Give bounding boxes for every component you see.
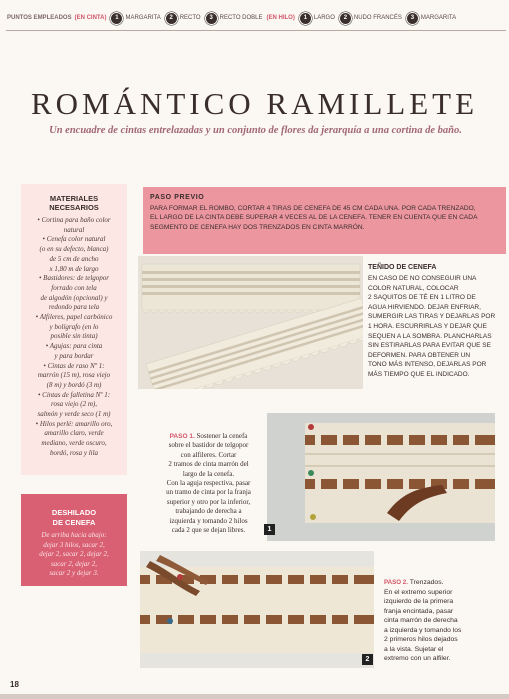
materials-line: • Cenefa color natural [42,235,106,244]
paso1-badge: 1 [264,524,275,535]
stitch-number-icon: 3 [205,12,218,25]
tenido-line: SIN ESTIRARLAS PARA EVITAR QUE SE [368,342,491,350]
paso-previo-line: SEGMENTO DE CENEFA HAY DOS TRENZADOS EN CINTA MARRÓN. [150,223,365,231]
deshilado-line: sacar 2 y dejar 3. [49,569,99,577]
materials-line: • Alfileres, papel carbónico [35,313,113,322]
deshilado-box [21,494,127,586]
paso-previo-text [150,204,498,232]
materials-line: natural [63,225,85,234]
deshilado-line: dejar 3 hilos, sacar 2, [43,540,105,549]
legend-divider [6,30,506,31]
materials-line: marrón (15 m), rosa viejo [37,371,111,380]
paso2-line: a izquierda y tomando los [384,626,462,634]
paso1-text [151,432,266,535]
paso2-line: a la vista. Sujetar el [384,645,444,653]
paso2-badge: 2 [362,654,373,665]
paso2-photo [140,551,374,668]
deshilado-heading-line: DESHILADO [51,508,97,517]
materials-line: y para bordar [54,351,94,360]
legend-title: PUNTOS EMPLEADOS [7,15,72,21]
materials-line: • Cortina para baño color [37,216,111,224]
tenido-line: 2 SAQUITOS DE TÉ EN 1 LITRO DE [368,294,476,302]
paso2-line: extremo con un alfiler. [384,655,451,662]
paso1-label: PASO 1. [169,433,195,440]
materials-line: rosa viejo (2 m), [50,400,97,409]
legend-item-label: RECTO DOBLE [219,15,263,21]
paso1-line: superior y otro por la inferior, [166,497,251,506]
deshilado-line: sacar 2, dejar 2, [50,559,98,568]
materials-line: de 5 cm de ancho [49,254,99,263]
legend-en-hilo: (EN HILO) [266,15,295,21]
tenido-line: MÁS TIEMPO QUE EL INDICADO. [368,370,470,378]
tenido-heading: TEÑIDO DE CENEFA [368,264,437,271]
paso2-line: cinta marrón de derecha [384,617,458,624]
materials-heading [21,194,127,212]
paso1-line: trabajando de derecha a [175,507,242,516]
deshilado-heading [21,508,127,527]
materials-box [21,184,127,475]
legend-en-cinta: (EN CINTA) [74,15,107,21]
stitch-number-icon: 1 [110,12,123,25]
paso1-line: con alfileres. Cortar [180,450,237,459]
deshilado-text [29,531,119,579]
materials-line: • Agujas: para cinta [45,342,103,351]
stitch-number-icon: 2 [339,12,352,25]
tenido-section [368,264,509,380]
materials-heading-line: NECESARIOS [49,203,99,212]
paso1-line: un tramo de cinta por la franja [166,488,251,497]
materials-line: x 1,80 m de largo [49,264,99,273]
deshilado-line: dejar 2, sacar 2, dejar 2, [39,550,109,558]
legend-item-label: MARGARITA [125,15,161,21]
paso2-first-text: Trenzados. [407,579,444,586]
materials-heading-line: MATERIALES [49,194,99,203]
tenido-line: 1 HORA. ESCURRIRLAS Y DEJAR QUE [368,322,487,330]
page-number: 18 [10,680,19,689]
paso1-line: largo de la cenefa. [182,469,235,478]
materials-line: • Cintas de falletina Nº 1: [37,390,111,399]
tenido-text [368,274,509,380]
page-footer-bar [0,694,509,699]
braid-illustration [140,551,374,668]
stitch-legend-bar [0,8,509,28]
paso2-line: izquierdo de la primera [384,598,454,605]
paso1-photo [267,413,495,541]
paso1-first-text: Sostener la cenefa [194,432,248,440]
materials-line: salmón y verde seco (1 m) [37,410,111,419]
legend-item-label: LARGO [313,15,335,21]
materials-line: redondo para tela [48,303,100,312]
materials-line: • Hilos perlé: amarillo oro, [35,419,113,428]
materials-line: • Cintas de raso Nº 1: [43,361,105,370]
stitch-number-icon: 2 [165,12,178,25]
paso2-line: En el extremo superior [384,588,453,596]
lace-trim-photo [138,256,363,389]
paso2-line: 2 primeros hilos dejados [384,636,458,643]
materials-line: de algodón (opcional) y [40,293,108,302]
legend-item-label: RECTO [179,15,201,21]
ribbon-weave-illustration [267,413,495,541]
tenido-line: COLOR NATURAL, COLOCAR [368,284,459,292]
paso1-line: sobre el bastidor de telgopor [168,441,249,450]
tenido-line: SEQUEN A LA SOMBRA. PLANCHARLAS [368,332,492,340]
paso-previo-heading: PASO PREVIO [150,194,205,201]
paso2-label: PASO 2. [384,579,408,586]
paso2-text [384,578,499,664]
stitch-number-icon: 1 [299,12,312,25]
paso-previo-line: PARA FORMAR EL ROMBO, CORTAR 4 TIRAS DE CENEFA DE 45 CM CADA UNA. POR CADA TRENZADO, [150,205,476,212]
materials-line: y bolígrafo (en lo [49,322,99,331]
tenido-line: EN CASO DE NO CONSEGUIR UNA [368,275,477,282]
materials-line: forrado con tela [51,283,97,292]
materials-line: posible sin tinta) [50,332,98,341]
tenido-line: AGUA HIRVIENDO. DEJAR ENFRIAR, [368,303,481,311]
materials-line: bordó, rosa y lila [49,448,99,457]
page-title: ROMÁNTICO RAMILLETE [30,86,479,121]
materials-line: (8 m) y bordó (3 m) [46,380,102,389]
materials-line: • Bastidores: de telgopor [38,274,110,283]
tenido-line: SUMERGIR LAS TIRAS Y DEJARLAS POR [368,313,496,321]
tenido-line: TONO MÁS INTENSO, DEJARLAS POR [368,361,487,369]
paso1-line: izquierda y tomando 2 hilos [169,516,248,525]
paso1-line: 2 tramos de cinta marrón del [168,460,249,469]
materials-line: (o en su defecto, blanca) [39,245,109,254]
paso-previo-box [143,187,506,254]
deshilado-heading-line: DE CENEFA [52,517,96,527]
legend-item-label: NUDO FRANCÉS [353,15,402,21]
tenido-line: DEFORMEN. PARA OBTENER UN [368,351,471,359]
legend-item-label: MARGARITA [420,15,457,21]
stitch-number-icon: 3 [406,12,419,25]
paso1-line: cada 2 que se dejan libres. [171,526,246,535]
deshilado-line: De arriba hacia abajo: [41,531,107,539]
paso-previo-line: EL LARGO DE LA CINTA DEBE SUPERAR 4 VECES AL DE LA CENEFA. TENER EN CUENTA QUE EN CADA [150,214,478,222]
materials-line: mediano, verde oscuro, [41,439,107,448]
paso2-first-line [384,578,499,588]
paso1-first-line [151,432,266,441]
paso1-line: Con la aguja respectiva, pasar [166,479,251,488]
materials-line: amarillo claro, verde [44,429,104,438]
materials-list [27,216,121,459]
paso2-line: franja encintada, pasar [384,607,454,615]
page-subtitle: Un encuadre de cintas entrelazadas y un conjunto de flores da jerarquía a una cortina de baño. [49,125,462,136]
